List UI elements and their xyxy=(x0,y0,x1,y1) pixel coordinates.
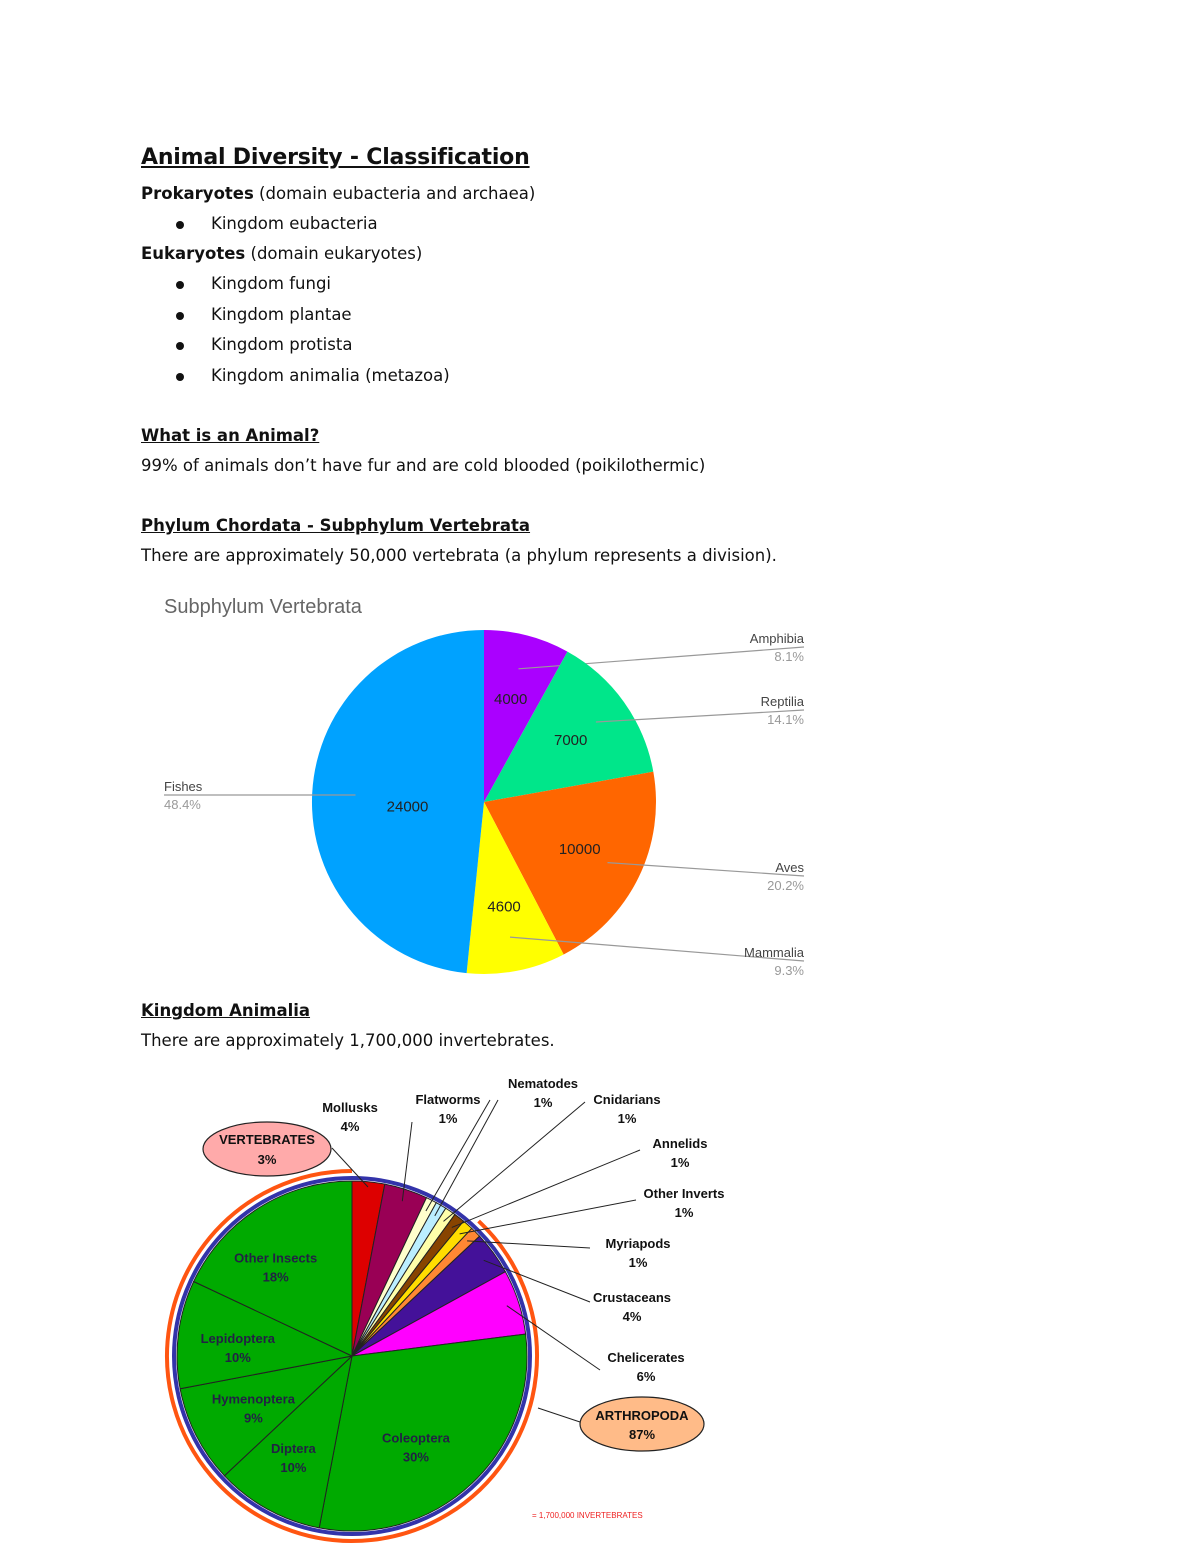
slice-label-coleoptera: 30% xyxy=(402,1449,429,1465)
slice-label-cnidarians: 1% xyxy=(617,1111,637,1126)
bullet-icon xyxy=(176,221,184,229)
section-heading-animal: What is an Animal? xyxy=(141,426,320,445)
legend-name-amphibia: Amphibia xyxy=(749,631,804,646)
slice-name-cnidarians: Cnidarians xyxy=(593,1092,661,1107)
section-heading-chordata: Phylum Chordata - Subphylum Vertebrata xyxy=(141,516,531,535)
section-heading-animalia: Kingdom Animalia xyxy=(141,1001,311,1020)
slice-name-crustaceans: Crustaceans xyxy=(592,1290,672,1305)
slice-label-annelids: 1% xyxy=(670,1155,690,1170)
callout-oval-vertebrates xyxy=(203,1122,331,1176)
bullet-icon xyxy=(176,312,184,320)
legend-percent-reptilia: 14.1% xyxy=(767,712,804,727)
legend-name-fishes: Fishes xyxy=(164,779,203,794)
callout-name-vertebrates: VERTEBRATES xyxy=(219,1132,315,1147)
slice-name-annelids: Annelids xyxy=(652,1136,708,1151)
list-item: Kingdom fungi xyxy=(211,274,332,293)
list-item: Kingdom animalia (metazoa) xyxy=(211,366,450,385)
prokaryotes-line xyxy=(141,184,535,203)
vertebrata-pie-chart xyxy=(140,585,840,985)
legend-name-mammalia: Mammalia xyxy=(744,945,804,960)
value-label-amphibia: 4000 xyxy=(494,690,528,708)
slice-name-mollusks: Mollusks xyxy=(322,1100,378,1115)
chart-title: Subphylum Vertebrata xyxy=(164,596,362,618)
prokaryotes-label: Prokaryotes xyxy=(141,184,254,203)
value-label-mammalia: 4600 xyxy=(487,898,521,916)
bullet-icon xyxy=(176,373,184,381)
legend-percent-fishes: 48.4% xyxy=(164,797,201,812)
slice-label-flatworms: 1% xyxy=(438,1111,458,1126)
list-item: Kingdom eubacteria xyxy=(211,214,378,233)
slice-name-hymenoptera: Hymenoptera xyxy=(211,1391,295,1407)
slice-label-lepidoptera: 10% xyxy=(224,1349,251,1365)
slice-label-mollusks: 4% xyxy=(340,1119,360,1134)
value-label-fishes: 24000 xyxy=(386,798,429,816)
legend-name-reptilia: Reptilia xyxy=(760,694,804,709)
slice-label-chelicerates: 6% xyxy=(636,1369,656,1384)
prokaryotes-text: (domain eubacteria and archaea) xyxy=(253,184,536,203)
eukaryotes-line xyxy=(141,244,422,263)
slice-name-diptera: Diptera xyxy=(271,1441,316,1456)
list-item: Kingdom plantae xyxy=(211,305,352,324)
callout-label-arthropoda: 87% xyxy=(628,1427,656,1442)
slice-name-other-inverts: Other Inverts xyxy=(643,1186,725,1201)
callout-name-arthropoda: ARTHROPODA xyxy=(595,1408,689,1423)
slice-name-coleoptera: Coleoptera xyxy=(381,1430,450,1446)
animalia-pie-chart xyxy=(160,1070,760,1550)
section-text-chordata: There are approximately 50,000 vertebrata (a phylum represents a division). xyxy=(141,546,777,565)
slice-label-other-inverts: 1% xyxy=(674,1205,694,1220)
slice-name-nematodes: Nematodes xyxy=(507,1076,579,1091)
list-item: Kingdom protista xyxy=(211,335,353,354)
leader-flatworms xyxy=(426,1100,490,1211)
bullet-icon xyxy=(176,281,184,289)
section-text-animalia: There are approximately 1,700,000 invertebrates. xyxy=(141,1031,555,1050)
slice-label-crustaceans: 4% xyxy=(622,1309,642,1324)
slice-label-diptera: 10% xyxy=(280,1460,307,1475)
leader-arthropoda-callout xyxy=(538,1408,580,1422)
eukaryotes-label: Eukaryotes xyxy=(141,244,246,263)
slice-name-lepidoptera: Lepidoptera xyxy=(200,1330,276,1346)
slice-label-myriapods: 1% xyxy=(628,1255,648,1270)
slice-name-other-insects: Other Insects xyxy=(234,1250,318,1266)
callout-label-vertebrates: 3% xyxy=(257,1152,277,1167)
legend-percent-aves: 20.2% xyxy=(767,878,804,893)
slice-label-nematodes: 1% xyxy=(533,1095,553,1110)
eukaryotes-text: (domain eukaryotes) xyxy=(245,244,423,263)
leader-annelids xyxy=(452,1150,640,1227)
legend-percent-amphibia: 8.1% xyxy=(774,649,804,664)
leader-other-inverts xyxy=(460,1200,636,1234)
section-text-animal: 99% of animals don’t have fur and are cold blooded (poikilothermic) xyxy=(141,456,706,475)
callout-oval-arthropoda xyxy=(580,1397,704,1451)
slice-name-myriapods: Myriapods xyxy=(605,1236,671,1251)
legend-name-aves: Aves xyxy=(775,860,804,875)
page-title: Animal Diversity - Classification xyxy=(141,145,530,170)
slice-name-chelicerates: Chelicerates xyxy=(607,1350,685,1365)
value-label-reptilia: 7000 xyxy=(554,732,588,749)
slice-label-hymenoptera: 9% xyxy=(244,1410,263,1426)
chart-footnote: = 1,700,000 INVERTEBRATES xyxy=(532,1511,643,1520)
slice-label-other-insects: 18% xyxy=(262,1269,289,1285)
legend-percent-mammalia: 9.3% xyxy=(774,963,804,978)
slice-name-flatworms: Flatworms xyxy=(415,1092,481,1107)
bullet-icon xyxy=(176,342,184,350)
value-label-aves: 10000 xyxy=(558,841,601,858)
